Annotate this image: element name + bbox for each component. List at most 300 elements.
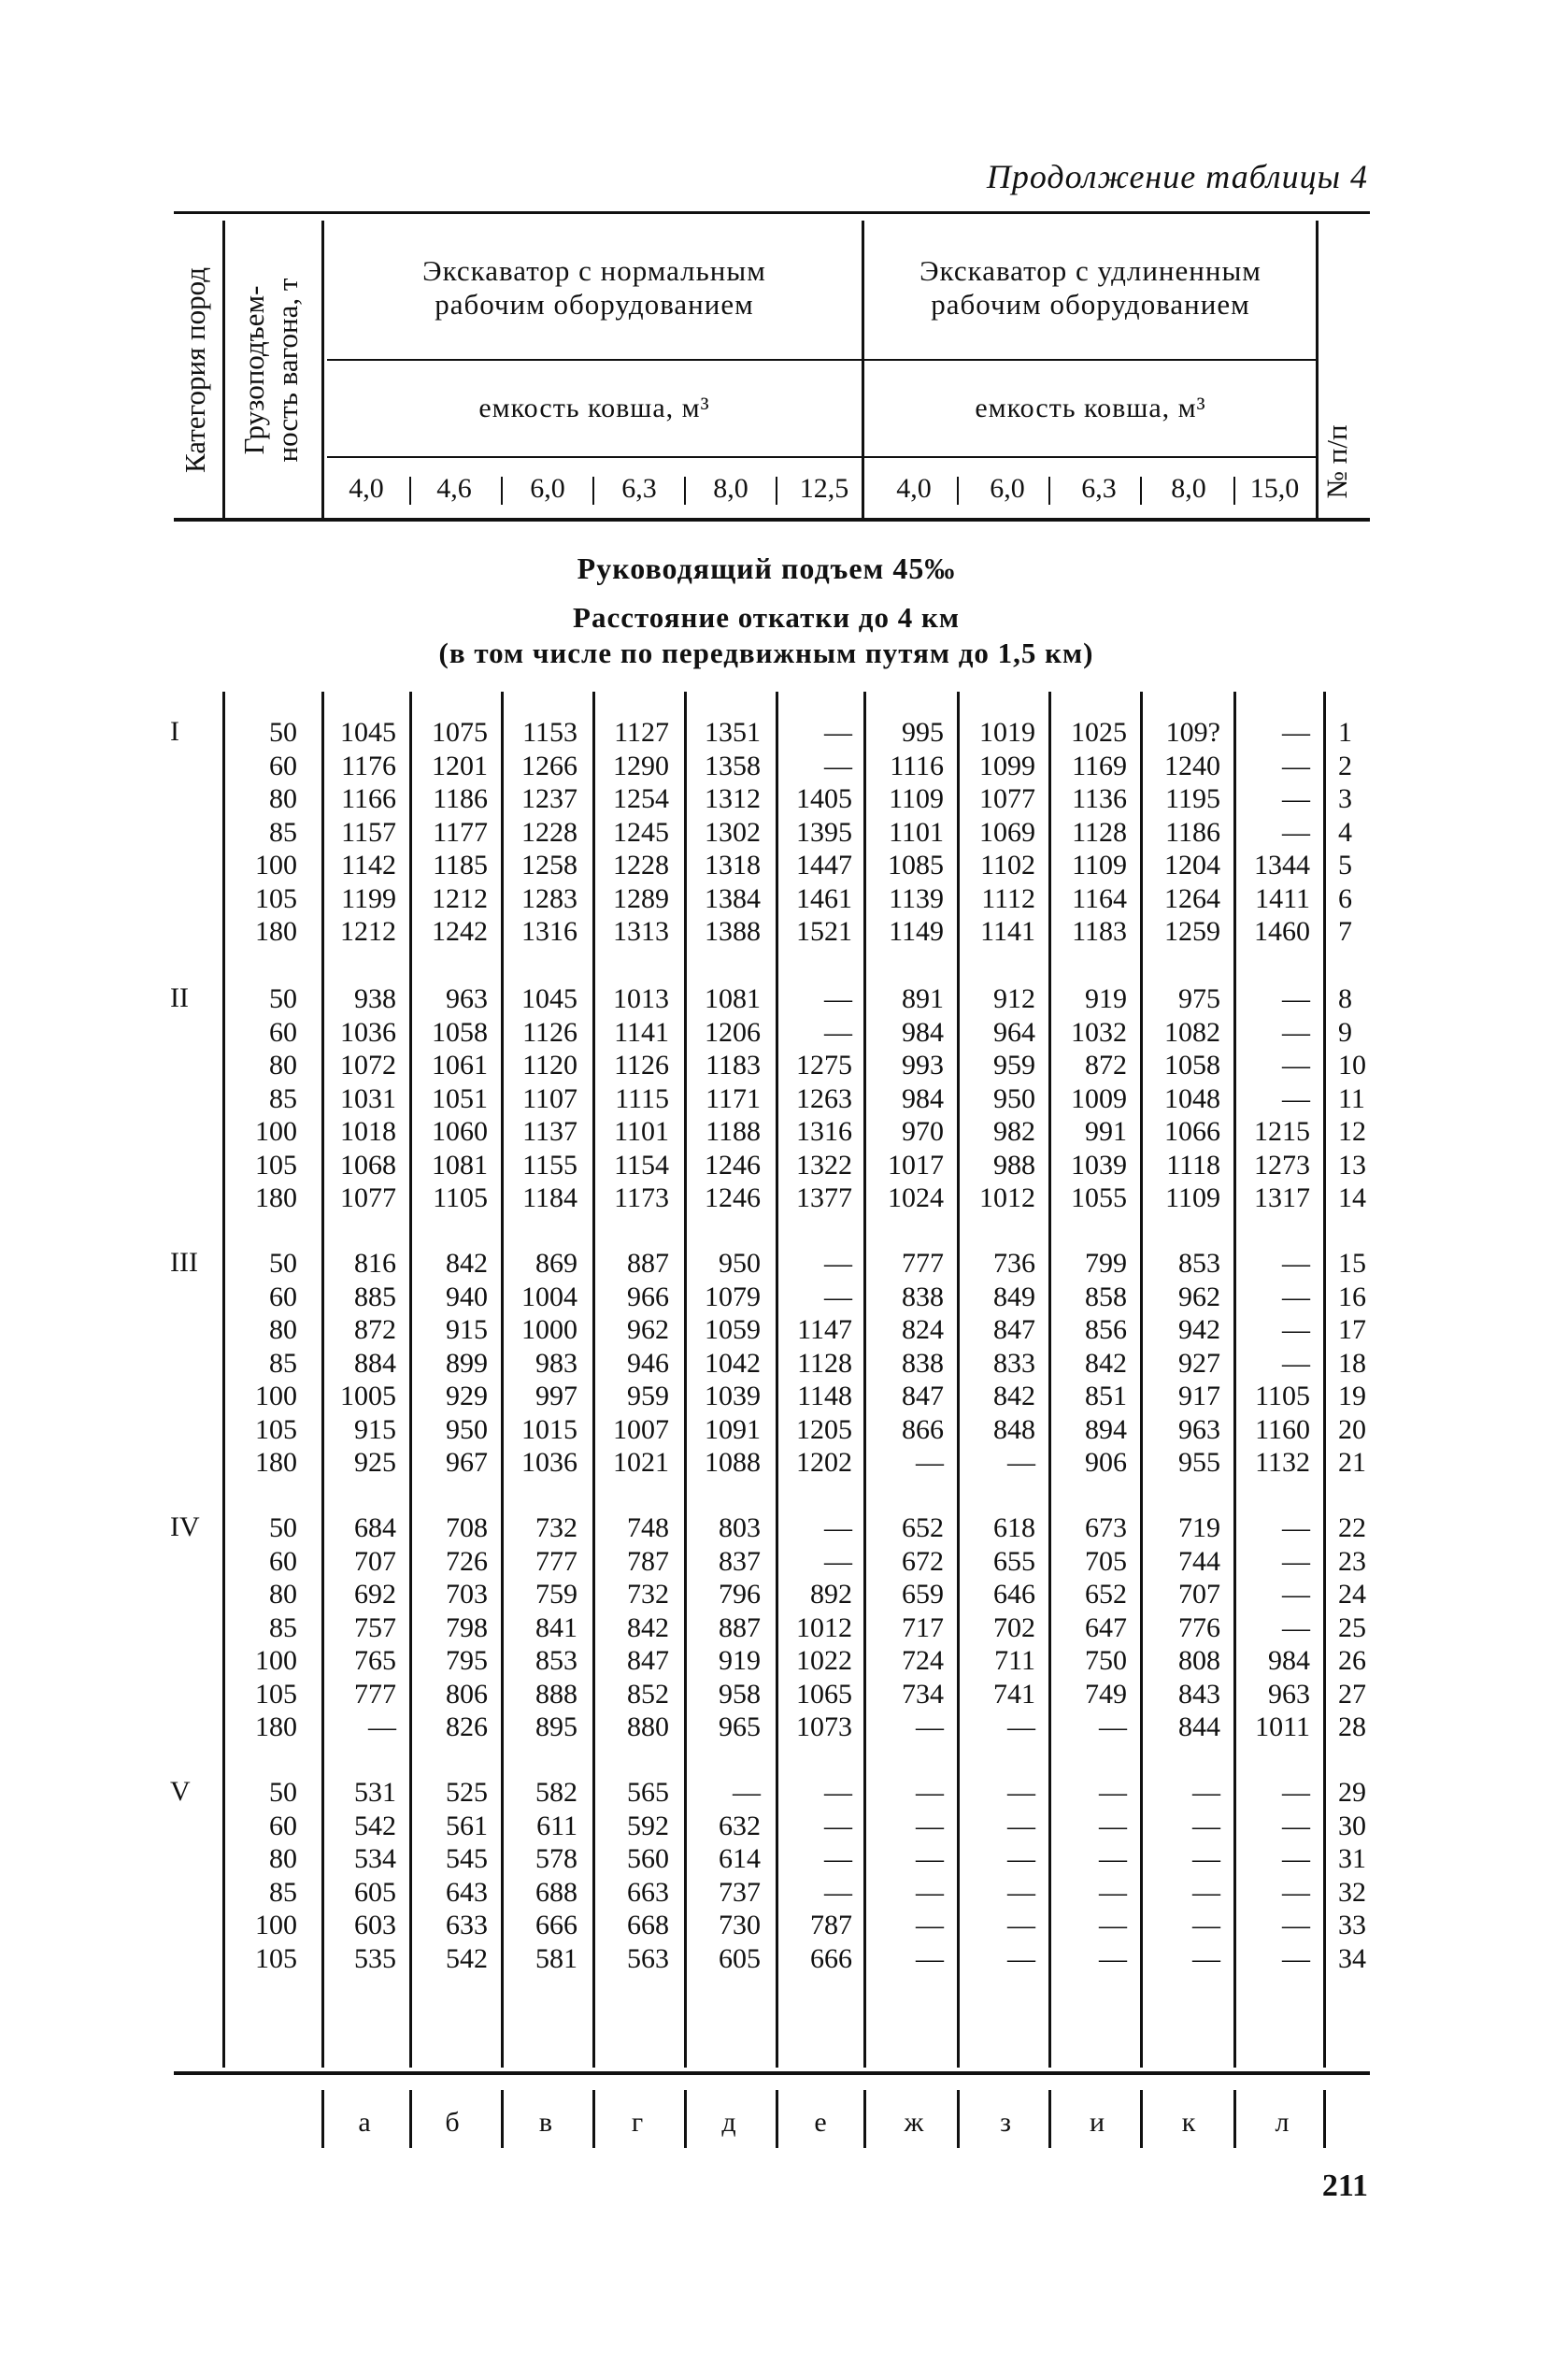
table-cell: 1212	[340, 916, 396, 947]
table-cell: —	[368, 1711, 396, 1742]
table-cell: —	[1007, 1447, 1035, 1478]
table-cell: 668	[627, 1910, 669, 1940]
table-cell: 1066	[1164, 1116, 1220, 1147]
table-cell: 872	[354, 1314, 396, 1345]
table-cell: 940	[446, 1281, 488, 1312]
table-cell: 707	[1178, 1579, 1220, 1610]
table-cell: 1188	[706, 1116, 761, 1147]
table-cell: 798	[446, 1611, 488, 1643]
table-cell: 776	[1178, 1611, 1220, 1643]
row-number-cell: 3	[1338, 783, 1352, 814]
table-cell: 927	[1178, 1347, 1220, 1379]
capacity-separator	[1233, 477, 1235, 505]
table-cell: 1521	[796, 916, 852, 947]
table-cell: 1085	[888, 850, 944, 880]
table-cell: 717	[902, 1611, 944, 1643]
table-cell: 614	[719, 1843, 761, 1874]
wagon-capacity-cell: 85	[269, 1876, 297, 1908]
table-cell: 1212	[432, 882, 488, 914]
table-cell: 525	[446, 1777, 488, 1808]
table-cell: 1171	[706, 1082, 761, 1114]
table-cell: 1166	[341, 783, 396, 814]
table-cell: —	[1192, 1942, 1220, 1974]
row-number-cell: 24	[1338, 1579, 1366, 1610]
table-cell: 929	[446, 1381, 488, 1411]
table-cell: 796	[719, 1579, 761, 1610]
table-cell: —	[1099, 1942, 1127, 1974]
category-label: II	[170, 982, 189, 1013]
table-cell: 799	[1085, 1248, 1127, 1279]
footer-separator	[1323, 2090, 1326, 2148]
table-cell: 1102	[980, 850, 1035, 880]
table-cell: 1316	[796, 1116, 852, 1147]
table-cell: 899	[446, 1347, 488, 1379]
table-cell: 646	[993, 1579, 1035, 1610]
table-cell: 1058	[1164, 1050, 1220, 1081]
continuation-caption: Продолжение таблицы 4	[986, 158, 1368, 195]
footer-separator	[592, 2090, 595, 2148]
table-cell: 1259	[1164, 916, 1220, 947]
capacity-header-cell: 8,0	[713, 473, 748, 504]
col-number-label: № п/п	[1320, 424, 1353, 499]
body-vline	[863, 692, 866, 2068]
row-number-cell: 6	[1338, 882, 1352, 914]
capacity-separator	[501, 477, 503, 505]
table-cell: 1199	[341, 882, 396, 914]
table-cell: 1254	[613, 783, 669, 814]
table-cell: —	[1282, 1579, 1310, 1610]
table-cell: 1263	[796, 1082, 852, 1114]
table-cell: 1009	[1071, 1082, 1127, 1114]
column-letter: б	[445, 2107, 460, 2138]
row-number-cell: 14	[1338, 1182, 1366, 1213]
table-cell: 1127	[614, 717, 669, 748]
table-cell: 851	[1085, 1381, 1127, 1411]
header-capacity-rule	[327, 456, 1316, 458]
table-cell: —	[824, 1281, 852, 1312]
table-cell: 1155	[522, 1149, 577, 1181]
column-letter: ж	[904, 2107, 924, 2138]
table-cell: 1316	[521, 916, 577, 947]
table-cell: —	[1007, 1711, 1035, 1742]
table-cell: 1290	[613, 750, 669, 781]
header-group-rule	[327, 359, 1316, 361]
table-cell: 1132	[1255, 1447, 1310, 1478]
table-cell: —	[916, 1910, 944, 1940]
table-cell: 605	[719, 1942, 761, 1974]
table-cell: 1077	[340, 1182, 396, 1213]
table-cell: 843	[1178, 1678, 1220, 1710]
row-number-cell: 12	[1338, 1116, 1366, 1147]
table-cell: 853	[535, 1645, 577, 1676]
body-vline	[409, 692, 412, 2068]
table-cell: —	[824, 717, 852, 748]
table-cell: 1082	[1164, 1016, 1220, 1048]
table-cell: 1000	[521, 1314, 577, 1345]
capacity-separator	[1048, 477, 1050, 505]
table-cell: 894	[1085, 1413, 1127, 1445]
table-cell: 915	[354, 1413, 396, 1445]
table-cell: 838	[902, 1281, 944, 1312]
table-cell: 1011	[1255, 1711, 1310, 1742]
table-cell: 777	[902, 1248, 944, 1279]
body-vline	[1048, 692, 1051, 2068]
table-cell: 1202	[796, 1447, 852, 1478]
row-number-cell: 5	[1338, 850, 1352, 880]
table-cell: 848	[993, 1413, 1035, 1445]
row-number-cell: 33	[1338, 1910, 1366, 1940]
table-cell: 975	[1178, 983, 1220, 1014]
table-cell: 946	[627, 1347, 669, 1379]
table-cell: 938	[354, 983, 396, 1014]
wagon-capacity-cell: 105	[255, 1413, 297, 1445]
table-cell: 1177	[433, 816, 488, 848]
table-cell: 592	[627, 1810, 669, 1841]
row-number-cell: 8	[1338, 983, 1352, 1014]
table-cell: 1358	[705, 750, 761, 781]
table-cell: 659	[902, 1579, 944, 1610]
table-cell: —	[916, 1843, 944, 1874]
table-cell: —	[916, 1447, 944, 1478]
wagon-capacity-cell: 100	[255, 850, 297, 880]
table-cell: 1077	[979, 783, 1035, 814]
table-cell: 1148	[797, 1381, 852, 1411]
table-cell: 582	[535, 1777, 577, 1808]
table-cell: 966	[627, 1281, 669, 1312]
table-cell: 750	[1085, 1645, 1127, 1676]
table-cell: 1068	[340, 1149, 396, 1181]
table-cell: 1169	[1072, 750, 1127, 781]
table-cell: 692	[354, 1579, 396, 1610]
row-number-cell: 13	[1338, 1149, 1366, 1181]
body-vline	[321, 692, 324, 2068]
table-cell: 983	[535, 1347, 577, 1379]
page-number: 211	[1321, 2169, 1368, 2203]
table-cell: 1201	[432, 750, 488, 781]
table-cell: 1036	[521, 1447, 577, 1478]
row-number-cell: 22	[1338, 1512, 1366, 1543]
footer-separator	[1048, 2090, 1051, 2148]
table-cell: 1022	[796, 1645, 852, 1676]
table-cell: 997	[535, 1381, 577, 1411]
wagon-capacity-cell: 80	[269, 1579, 297, 1610]
group-extended-line1: Экскаватор с удлиненным	[919, 254, 1262, 287]
table-cell: 1318	[705, 850, 761, 880]
footer-separator	[684, 2090, 687, 2148]
column-letter: а	[358, 2107, 371, 2138]
capacity-header-cell: 6,0	[530, 473, 565, 504]
wagon-capacity-cell: 50	[269, 717, 297, 748]
table-cell: 1283	[521, 882, 577, 914]
group-normal-line2: рабочим оборудованием	[435, 288, 754, 321]
table-cell: 643	[446, 1876, 488, 1908]
table-cell: 531	[354, 1777, 396, 1808]
table-cell: 965	[719, 1711, 761, 1742]
wagon-capacity-cell: 85	[269, 816, 297, 848]
table-cell: 534	[354, 1843, 396, 1874]
table-cell: 734	[902, 1678, 944, 1710]
table-cell: 1289	[613, 882, 669, 914]
row-number-cell: 17	[1338, 1314, 1366, 1345]
header-bottom-rule	[174, 518, 1370, 522]
table-cell: 1185	[433, 850, 488, 880]
table-cell: —	[1192, 1810, 1220, 1841]
table-cell: 1246	[705, 1182, 761, 1213]
table-cell: 1115	[615, 1082, 669, 1114]
wagon-capacity-cell: 50	[269, 983, 297, 1014]
table-cell: 1264	[1164, 882, 1220, 914]
table-cell: 632	[719, 1810, 761, 1841]
body-vline	[957, 692, 960, 2068]
table-cell: 777	[354, 1678, 396, 1710]
wagon-capacity-cell: 105	[255, 1678, 297, 1710]
table-cell: 838	[902, 1347, 944, 1379]
table-cell: —	[824, 1512, 852, 1543]
category-label: V	[170, 1776, 191, 1807]
table-cell: 1101	[889, 816, 944, 848]
row-number-cell: 32	[1338, 1876, 1366, 1908]
table-cell: 962	[627, 1314, 669, 1345]
table-cell: 1075	[432, 717, 488, 748]
table-cell: —	[1282, 1777, 1310, 1808]
table-cell: 578	[535, 1843, 577, 1874]
capacity-header-cell: 12,5	[799, 473, 849, 504]
table-cell: 655	[993, 1545, 1035, 1577]
table-cell: 993	[902, 1050, 944, 1081]
table-cell: 1055	[1071, 1182, 1127, 1213]
table-cell: 833	[993, 1347, 1035, 1379]
table-cell: 732	[535, 1512, 577, 1543]
table-cell: 726	[446, 1545, 488, 1577]
row-number-cell: 26	[1338, 1645, 1366, 1676]
table-cell: 1141	[980, 916, 1035, 947]
table-cell: 1184	[522, 1182, 577, 1213]
table-cell: 847	[627, 1645, 669, 1676]
table-cell: 1136	[1072, 783, 1127, 814]
table-cell: 1118	[1166, 1149, 1220, 1181]
body-vline	[222, 692, 225, 2068]
section-subtitle-1: Расстояние откатки до 4 км	[573, 601, 960, 634]
table-cell: 1105	[433, 1182, 488, 1213]
table-cell: 1024	[888, 1182, 944, 1213]
table-cell: 1139	[889, 882, 944, 914]
table-cell: 1012	[979, 1182, 1035, 1213]
table-cell: —	[1282, 1347, 1310, 1379]
wagon-capacity-cell: 85	[269, 1082, 297, 1114]
table-cell: 866	[902, 1413, 944, 1445]
table-cell: 1099	[979, 750, 1035, 781]
row-number-cell: 9	[1338, 1016, 1352, 1048]
table-cell: 950	[446, 1413, 488, 1445]
table-cell: —	[1282, 1611, 1310, 1643]
table-cell: —	[1282, 717, 1310, 748]
wagon-capacity-cell: 80	[269, 1314, 297, 1345]
table-cell: —	[1099, 1910, 1127, 1940]
table-cell: 1183	[706, 1050, 761, 1081]
table-cell: 869	[535, 1248, 577, 1279]
table-cell: 1004	[521, 1281, 577, 1312]
table-cell: —	[916, 1810, 944, 1841]
table-cell: —	[1282, 1843, 1310, 1874]
col-capacity-label-2: ность вагона, т	[271, 278, 304, 463]
table-cell: 1039	[1071, 1149, 1127, 1181]
table-cell: 1141	[614, 1016, 669, 1048]
body-vline	[501, 692, 504, 2068]
table-cell: 1039	[705, 1381, 761, 1411]
table-cell: 666	[810, 1942, 852, 1974]
table-cell: 842	[1085, 1347, 1127, 1379]
table-cell: 1012	[796, 1611, 852, 1643]
row-number-cell: 34	[1338, 1942, 1366, 1974]
table-cell: 856	[1085, 1314, 1127, 1345]
table-cell: 1302	[705, 816, 761, 848]
table-cell: 912	[993, 983, 1035, 1014]
table-cell: 545	[446, 1843, 488, 1874]
wagon-capacity-cell: 105	[255, 1149, 297, 1181]
table-cell: 1195	[1165, 783, 1220, 814]
wagon-capacity-cell: 80	[269, 1843, 297, 1874]
table-cell: 984	[1268, 1645, 1310, 1676]
wagon-capacity-cell: 60	[269, 1016, 297, 1048]
table-cell: 1228	[521, 816, 577, 848]
table-cell: 1460	[1254, 916, 1310, 947]
column-letter: л	[1275, 2107, 1290, 2138]
capacity-header-cell: 4,0	[349, 473, 384, 504]
table-cell: 844	[1178, 1711, 1220, 1742]
table-cell: 995	[902, 717, 944, 748]
table-cell: 925	[354, 1447, 396, 1478]
table-cell: 1164	[1072, 882, 1127, 914]
table-cell: 1109	[1165, 1182, 1220, 1213]
wagon-capacity-cell: 105	[255, 1942, 297, 1974]
column-letter: е	[814, 2107, 827, 2138]
wagon-capacity-cell: 80	[269, 1050, 297, 1081]
table-cell: 1351	[705, 717, 761, 748]
wagon-capacity-cell: 50	[269, 1512, 297, 1543]
table-cell: 1154	[614, 1149, 669, 1181]
table-cell: 1313	[613, 916, 669, 947]
table-cell: 892	[810, 1579, 852, 1610]
table-cell: —	[1282, 816, 1310, 848]
table-cell: 1447	[796, 850, 852, 880]
table-cell: 705	[1085, 1545, 1127, 1577]
table-cell: 1245	[613, 816, 669, 848]
wagon-capacity-cell: 180	[255, 1182, 297, 1213]
table-cell: —	[1282, 1248, 1310, 1279]
table-cell: —	[824, 1843, 852, 1874]
table-cell: 841	[535, 1611, 577, 1643]
row-number-cell: 16	[1338, 1281, 1366, 1312]
table-cell: 1405	[796, 783, 852, 814]
table-cell: 1157	[341, 816, 396, 848]
table-cell: 1228	[613, 850, 669, 880]
table-cell: 109?	[1165, 717, 1220, 748]
table-cell: —	[824, 1016, 852, 1048]
table-cell: 887	[627, 1248, 669, 1279]
table-cell: 1149	[889, 916, 944, 947]
table-cell: 982	[993, 1116, 1035, 1147]
table-cell: 1107	[522, 1082, 577, 1114]
table-cell: 852	[627, 1678, 669, 1710]
table-cell: —	[824, 1248, 852, 1279]
table-cell: 880	[627, 1711, 669, 1742]
table-cell: 1142	[341, 850, 396, 880]
table-cell: 744	[1178, 1545, 1220, 1577]
table-cell: 884	[354, 1347, 396, 1379]
capacity-header-cell: 4,0	[896, 473, 932, 504]
wagon-capacity-cell: 60	[269, 1545, 297, 1577]
table-cell: 1160	[1255, 1413, 1310, 1445]
table-cell: 1081	[705, 983, 761, 1014]
table-cell: 703	[446, 1579, 488, 1610]
table-cell: 1266	[521, 750, 577, 781]
table-cell: 708	[446, 1512, 488, 1543]
table-cell: 1021	[613, 1447, 669, 1478]
table-cell: —	[1007, 1876, 1035, 1908]
table-cell: 736	[993, 1248, 1035, 1279]
wagon-capacity-cell: 100	[255, 1645, 297, 1676]
table-cell: 963	[446, 983, 488, 1014]
wagon-capacity-cell: 60	[269, 1281, 297, 1312]
table-cell: 748	[627, 1512, 669, 1543]
table-cell: 1388	[705, 916, 761, 947]
table-cell: 1059	[705, 1314, 761, 1345]
table-cell: 707	[354, 1545, 396, 1577]
table-cell: 737	[719, 1876, 761, 1908]
table-cell: —	[1282, 1016, 1310, 1048]
table-cell: 603	[354, 1910, 396, 1940]
table-cell: —	[824, 983, 852, 1014]
table-cell: 777	[535, 1545, 577, 1577]
row-number-cell: 27	[1338, 1678, 1366, 1710]
section-subtitle-2: (в том числе по передвижным путям до 1,5 км)	[438, 637, 1094, 669]
table-cell: 611	[536, 1810, 577, 1841]
table-cell: —	[1282, 1545, 1310, 1577]
table-cell: 1007	[613, 1413, 669, 1445]
footer-separator	[1233, 2090, 1236, 2148]
table-cell: 563	[627, 1942, 669, 1974]
row-number-cell: 7	[1338, 916, 1352, 947]
table-cell: 1116	[890, 750, 944, 781]
row-number-cell: 15	[1338, 1248, 1366, 1279]
table-cell: 565	[627, 1777, 669, 1808]
table-cell: 732	[627, 1579, 669, 1610]
table-cell: 542	[354, 1810, 396, 1841]
table-cell: 1081	[432, 1149, 488, 1181]
column-letter: г	[631, 2107, 644, 2138]
table-cell: 1317	[1254, 1182, 1310, 1213]
capacity-separator	[776, 477, 777, 505]
table-cell: 1013	[613, 983, 669, 1014]
table-cell: 1126	[522, 1016, 577, 1048]
wagon-capacity-cell: 100	[255, 1116, 297, 1147]
table-cell: —	[1282, 1942, 1310, 1974]
wagon-capacity-cell: 100	[255, 1910, 297, 1940]
table-cell: 1183	[1072, 916, 1127, 947]
table-cell: 891	[902, 983, 944, 1014]
table-cell: —	[916, 1711, 944, 1742]
table-cell: —	[1007, 1910, 1035, 1940]
table-cell: 1322	[796, 1149, 852, 1181]
table-cell: —	[1192, 1777, 1220, 1808]
table-cell: 1215	[1254, 1116, 1310, 1147]
table-cell: 688	[535, 1876, 577, 1908]
table-cell: 647	[1085, 1611, 1127, 1643]
bucket-label-extended: емкость ковша, м³	[975, 393, 1206, 423]
row-number-cell: 18	[1338, 1347, 1366, 1379]
table-cell: 1072	[340, 1050, 396, 1081]
category-label: I	[170, 716, 179, 747]
